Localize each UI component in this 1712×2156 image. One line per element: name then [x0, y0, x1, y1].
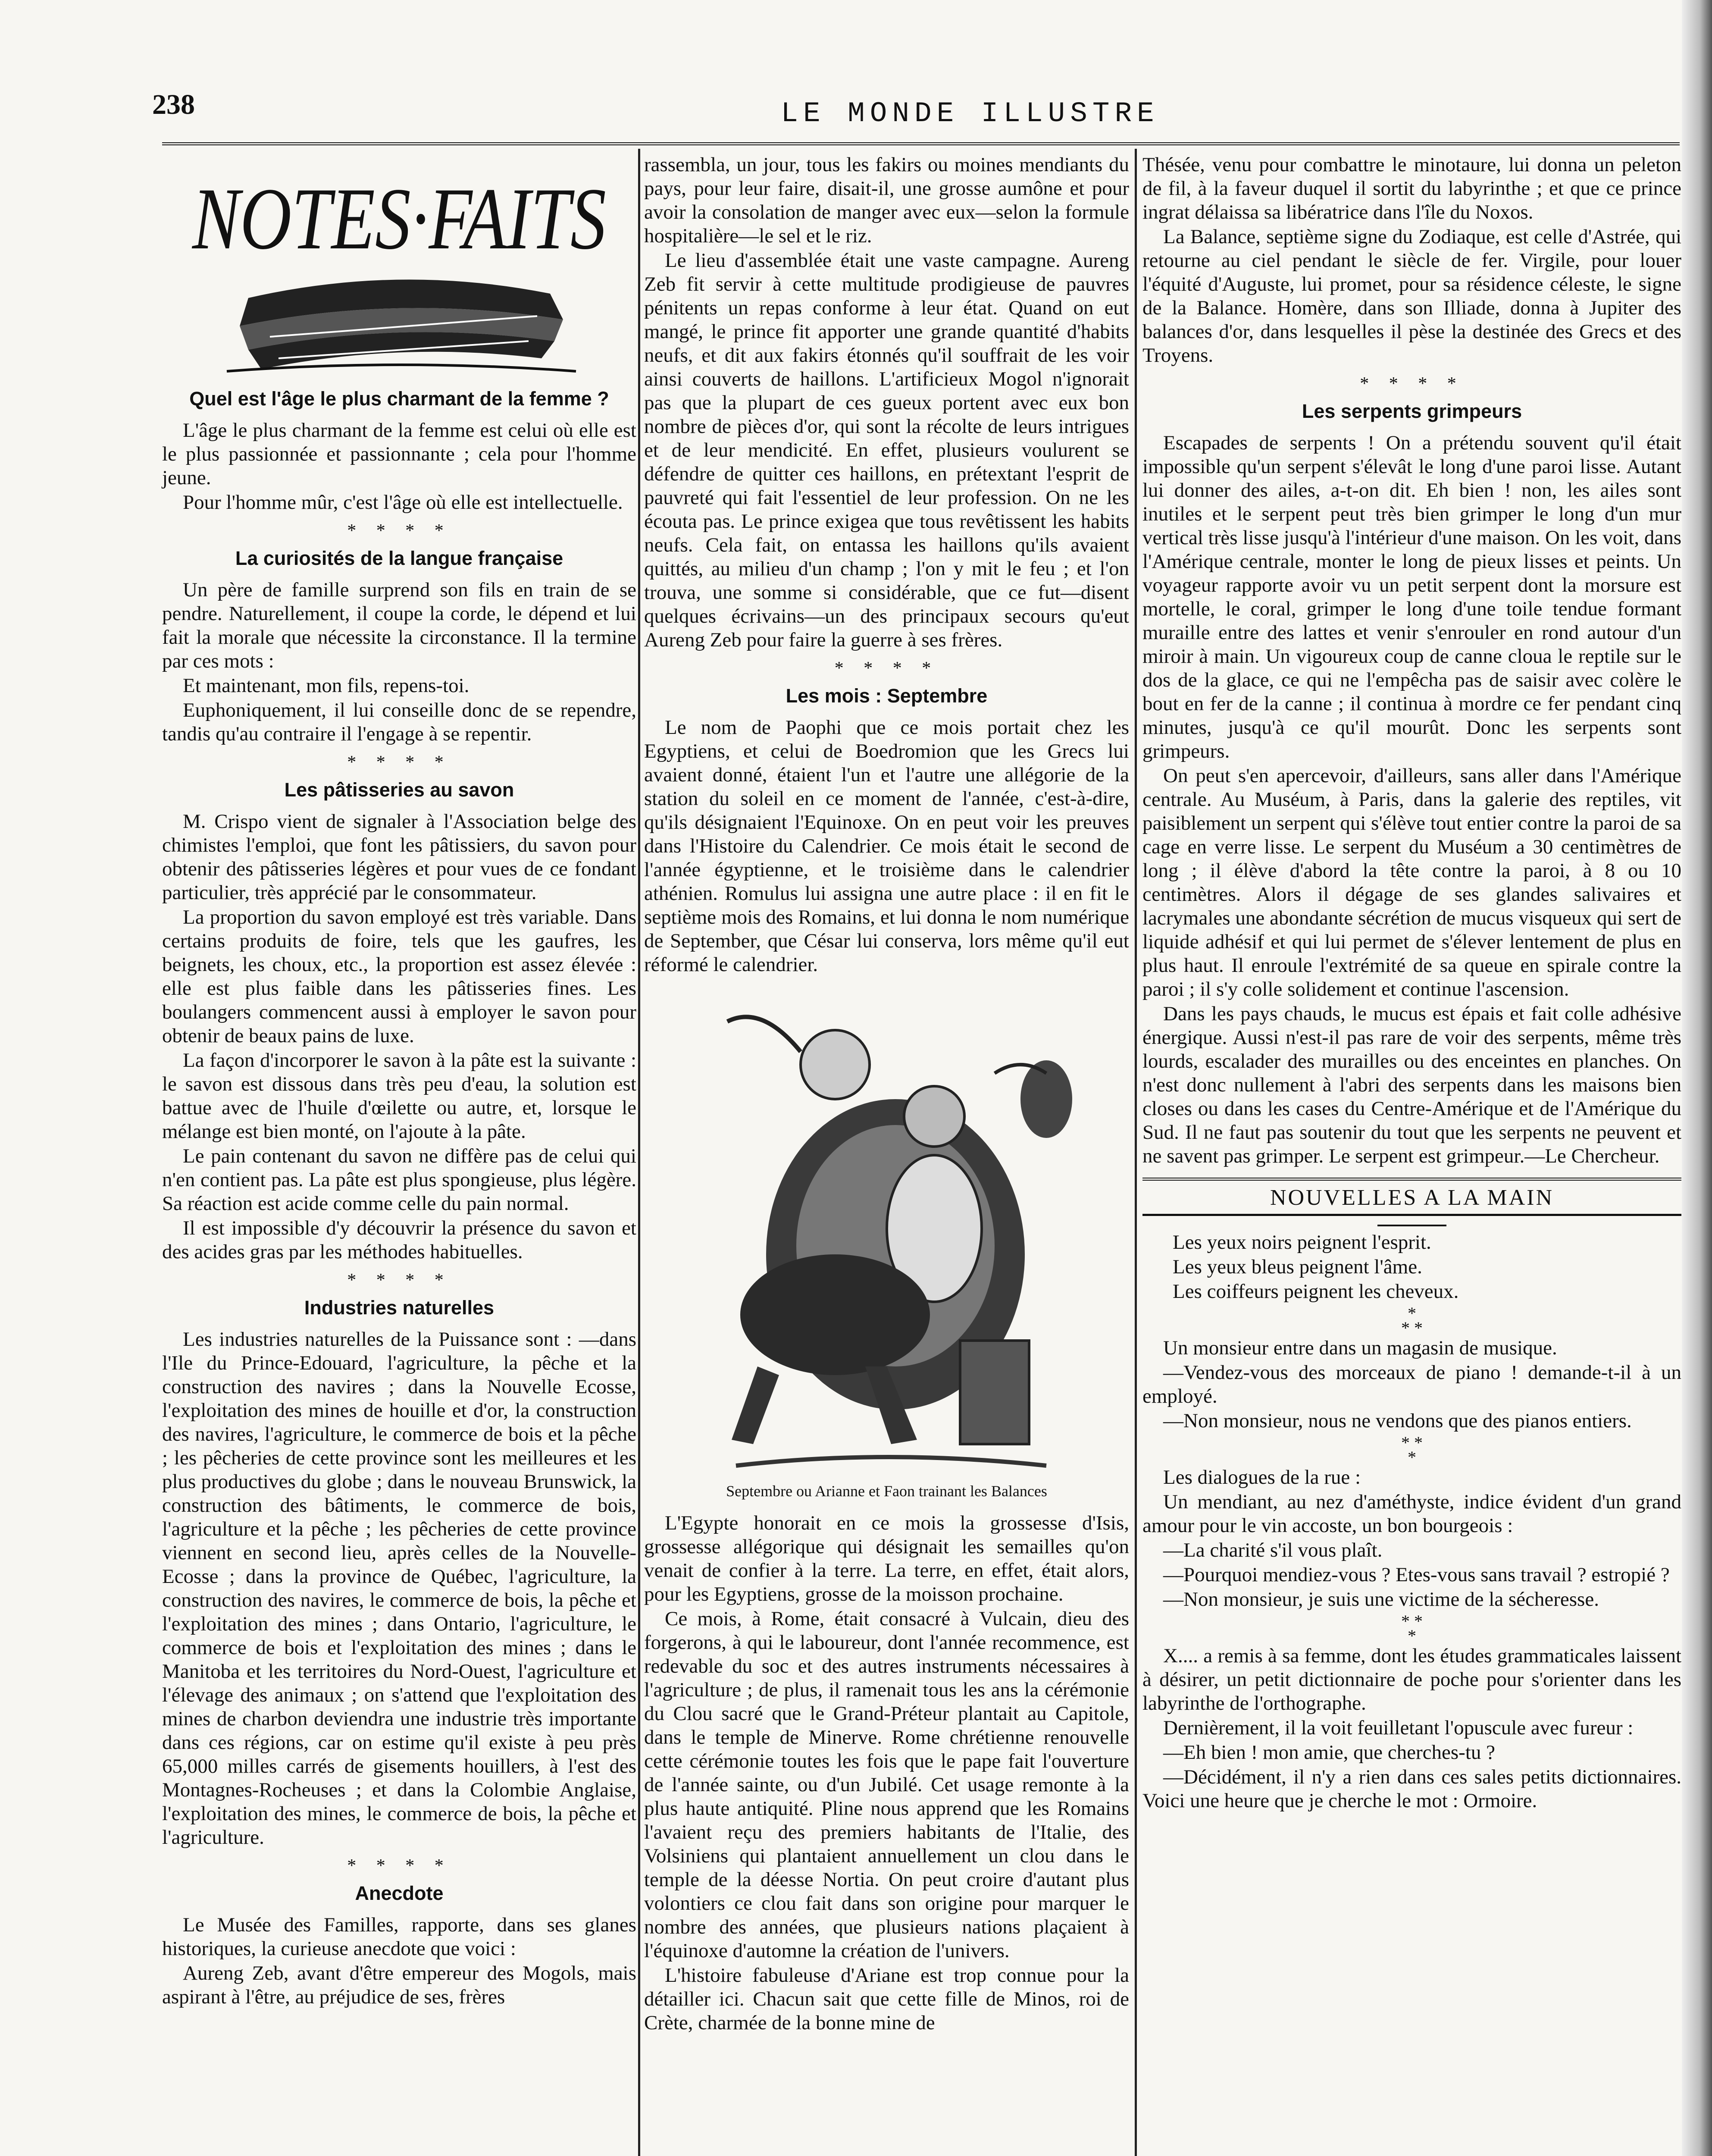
section-separator: * * * * — [834, 658, 939, 678]
paragraph: Le nom de Paophi que ce mois portait chez les Egyptiens, et celui de Boedromion que les Grecs lui avaient donné, étaient l'un et l'autre une allégorie de la station du soleil en ce moment de l'année, c'est-à-dire, qu'ils désignaient l'Equinoxe. On en peut voir les preuves dans l'Histoire du Calendrier. Ce mois était le second de l'année égyptienne, et le troisième dans le calendrier athénien. Romulus lui assigna une autre place : il en fit le septième mois des Romains, et lui donna le nom numérique de September, que César lui conserva, lors même qu'il eut réformé le calendrier. — [644, 716, 1129, 976]
paragraph: Un mendiant, au nez d'améthyste, indice évident d'un grand amour pour le vin accoste, un bon bourgeois : — [1142, 1491, 1681, 1537]
paragraph: X.... a remis à sa femme, dont les études grammaticales laissent à désirer, un petit dictionnaire de poche pour s'orienter dans les labyrinthe de l'orthographe. — [1142, 1645, 1681, 1714]
paragraph: Le Musée des Familles, rapporte, dans ses glanes historiques, la curieuse anecdote que voici : — [162, 1914, 636, 1960]
col1-content — [162, 388, 636, 2009]
paragraph: Dernièrement, il la voit feuilletant l'opuscule avec fureur : — [1163, 1717, 1634, 1739]
page-edge — [1682, 0, 1712, 2156]
paragraph: Les dialogues de la rue : — [1163, 1466, 1361, 1489]
paragraph: Le pain contenant du savon ne diffère pas de celui qui n'en contient pas. La pâte est plus spongieuse, plus légère. Sa réaction est acide comme celle du pain normal. — [162, 1145, 636, 1215]
section-separator: * * * * — [347, 752, 451, 772]
section-heading: Anecdote — [355, 1882, 444, 1904]
section-separator: * * * * — [347, 521, 451, 541]
paragraph: Dans les pays chauds, le mucus est épais et fait colle adhésive énergique. Aussi n'est-il pas rare de voir des serpents, même très lourds, escalader des murailles ou des enceintes en planches. On n'est donc nullement à l'abri des serpents dans les maisons bien closes ou dans les cases du Centre-Amérique et de l'Amérique du Sud. Il ne faut pas soutenir du tout que les serpents ne peuvent et ne savent pas grimper. Le serpent est grimpeur.—Le Chercheur. — [1142, 1003, 1681, 1167]
paragraph: La Balance, septième signe du Zodiaque, est celle d'Astrée, qui retourne au ciel pendant le siècle de fer. Virgile, pour louer l'équité d'Auguste, lui promet, pour sa résidence céleste, le signe de la Balance. Homère, dans son Illiade, donna à Jupiter des balances d'or, dans lesquelles il pèse la destinée des Grecs et des Troyens. — [1142, 226, 1681, 367]
col2-content-top — [644, 153, 1129, 977]
paragraph: Thésée, venu pour combattre le minotaure, lui donna un peleton de fil, à la faveur duquel il sortit du labyrinthe ; et que ce prince ingrat délaissa sa libératrice dans l'île du Noxos. — [1142, 154, 1681, 223]
header-rule — [162, 142, 1680, 145]
section-separator: * * * * — [1360, 374, 1464, 394]
section-heading: Les pâtisseries au savon — [284, 779, 514, 801]
column-divider — [1135, 149, 1137, 2156]
paragraph: Aureng Zeb, avant d'être empereur des Mogols, mais aspirant à l'être, au préjudice de ses, frères — [162, 1962, 636, 2008]
section-heading: Quel est l'âge le plus charmant de la femme ? — [189, 388, 609, 410]
paragraph: Il est impossible d'y découvrir la présence du savon et des acides gras par les méthodes habituelles. — [162, 1217, 636, 1263]
col3-content-bottom — [1142, 1306, 1681, 1813]
column-2 — [644, 153, 1129, 2156]
paragraph: L'Egypte honorait en ce mois la grossesse d'Isis, grossesse allégorique qui désignait les semailles qu'on venait de confier à la terre. La terre, en effet, était alors, pour les Egyptiens, grosse de la moisson prochaine. — [644, 1512, 1129, 1605]
paragraph: —Eh bien ! mon amie, que cherches-tu ? — [1163, 1741, 1495, 1764]
poem-line: Les yeux bleus peignent l'âme. — [1173, 1256, 1422, 1278]
paragraph: —Pourquoi mendiez-vous ? Etes-vous sans travail ? estropié ? — [1163, 1564, 1670, 1586]
paragraph: Escapades de serpents ! On a prétendu souvent qu'il était impossible qu'un serpent s'élevât le long d'une paroi lisse. Autant lui donner des ailes, a-t-on dit. Eh bien ! non, les ailes sont inutiles et le serpent peut très bien grimper le long d'un mur vertical très lisse jusqu'à l'intérieur d'une maison. On les voit, dans l'Amérique centrale, monter le long de pieux lisses et peints. Un voyageur rapporte avoir vu un petit serpent dont la morsure est mortelle, le coral, grimper le long d'une toile tendue formant muraille entre des lattes et venir s'enrouler en rond autour d'un miroir à main. Un vigoureux coup de canne cloua le reptile sur le dos de la glace, ce qui ne l'empêcha pas de saisir avec colère le bout en fer de la canne ; il continua à mordre ce fer pendant cinq minutes, jusqu'à ce qu'il mourût. Donc les serpents sont grimpeurs. — [1142, 432, 1681, 762]
paragraph: On peut s'en apercevoir, d'ailleurs, sans aller dans l'Amérique centrale. Au Muséum, à Paris, dans la galerie des reptiles, vit paisiblement un serpent qui s'élève tout entier contre la paroi de sa cage en verre lisse. Le serpent du Muséum a 30 centimètres de long ; il élève d'abord la tête contre la paroi, à 8 ou 10 centimètres. Alors il dégage de ses glandes salivaires et lacrymales une abondante sécrétion de mucus visqueux qui sert de liquide adhésif et qui lui permet de s'élever lentement de plus en plus haut. Il enroule l'extrémité de sa queue en spirale contre la paroi ; il s'y colle solidement et continue l'ascension. — [1142, 765, 1681, 1000]
paragraph: —La charité s'il vous plaît. — [1163, 1539, 1383, 1561]
poem-line: Les yeux noirs peignent l'esprit. — [1173, 1231, 1431, 1253]
paragraph: Les industries naturelles de la Puissance sont : —dans l'Ile du Prince-Edouard, l'agriculture, la pêche et la construction des navires ; dans la Nouvelle Ecosse, l'exploitation des mines de houille et d'or, la construction des navires, l'agriculture, le commerce de bois et la pêche ; les pêcheries de cette province sont les meilleures et les plus productives du globe ; dans le nouveau Brunswick, la construction des bâtiments, le commerce de bois, l'agriculture et la pêche ; les pêcheries de cette province viennent en second lieu, après celles de la Nouvelle-Ecosse ; dans la province de Québec, l'agriculture, la construction des navires, le commerce de bois, la pêche et l'exploitation des mines ; dans Ontario, l'agriculture, le commerce de bois et l'exploitation des mines ; dans le Manitoba et les territoires du Nord-Ouest, l'agriculture et l'élevage des animaux ; on s'attend que l'exploitation des mines de charbon deviendra une industrie très importante dans ces régions, car on estime qu'il existe à peu près 65,000 milles carrés de gisements houillers, à l'est des Montagnes-Rocheuses ; et dans la Colombie Anglaise, l'exploitation des mines, le commerce de bois, la pêche et l'agriculture. — [162, 1328, 636, 1849]
section-heading: La curiosités de la langue française — [235, 547, 563, 569]
paragraph: Et maintenant, mon fils, repens-toi. — [183, 674, 469, 697]
column-1 — [162, 153, 636, 2156]
illustration-caption: Septembre ou Arianne et Faon trainant les Balances — [726, 1482, 1047, 1500]
col2-content-bottom — [644, 1511, 1129, 2035]
paragraph: —Non monsieur, je suis une victime de la sécheresse. — [1163, 1588, 1599, 1611]
section-separator: * * * * — [347, 1270, 451, 1290]
paragraph: Un père de famille surprend son fils en train de se pendre. Naturellement, il coupe la corde, le dépend et lui fait la morale que nécessite la circonstance. Il la termine par ces mots : — [162, 579, 636, 672]
september-illustration — [693, 987, 1081, 1479]
asterism-separator: * * * — [1401, 1433, 1423, 1467]
paragraph: Ce mois, à Rome, était consacré à Vulcain, dieu des forgerons, à qui le laboureur, dont l'année recommence, est redevable du soc et des autres instruments nécessaires à l'agriculture ; de plus, il ramenait tous les ans la cérémonie du Clou sacré que le Grand-Préteur plantait au Capitole, dans le temple de Minerve. Rome chrétienne renouvelle cette cérémonie toutes les fois que le pape fait l'ouverture de l'année sainte, ou d'un Jubilé. Cet usage remonte à la plus haute antiquité. Pline nous apprend que les Romains l'avaient reçu des premiers habitants de l'Italie, des Volsiniens qui plantaient annuellement un clou dans le temple de la déesse Nortia. On peut croire d'autant plus volontiers ce clou fait dans son origine pour marquer le nombre des années, que plusieurs nations plaçaient à l'équinoxe d'automne la création de l'univers. — [644, 1608, 1129, 1962]
section-heading: Les serpents grimpeurs — [1302, 400, 1522, 422]
section-separator: * * * * — [347, 1856, 451, 1876]
journal-title: LE MONDE ILLUSTRE — [781, 97, 1159, 130]
paragraph: rassembla, un jour, tous les fakirs ou moines mendiants du pays, pour leur faire, disait-il, une grosse aumône et pour avoir la consolation de manger avec eux—selon la formule hospitalière—le sel et le riz. — [644, 154, 1129, 247]
notes-et-faits-logo — [175, 156, 623, 380]
paragraph: —Non monsieur, nous ne vendons que des pianos entiers. — [1163, 1410, 1632, 1432]
short-rule — [1377, 1225, 1446, 1226]
paragraph: L'âge le plus charmant de la femme est celui où elle est le plus passionnée et passionnante ; cela pour l'homme jeune. — [162, 419, 636, 489]
column-divider — [638, 149, 640, 2156]
paragraph: Euphoniquement, il lui conseille donc de se rependre, tandis qu'au contraire il l'engage à se repentir. — [162, 699, 636, 745]
nouvelles-title: NOUVELLES A LA MAIN — [1142, 1178, 1681, 1216]
asterism-separator: * * * — [1401, 1304, 1423, 1338]
paragraph: —Vendez-vous des morceaux de piano ! demande-t-il à un employé. — [1142, 1361, 1681, 1407]
col3-content-top — [1142, 153, 1681, 1168]
poem-line: Les coiffeurs peignent les cheveux. — [1173, 1280, 1459, 1303]
poem — [1142, 1231, 1681, 1304]
paragraph: —Décidément, il n'y a rien dans ces sales petits dictionnaires. Voici une heure que je cherche le mot : Ormoire. — [1142, 1766, 1681, 1812]
asterism-separator: * * * — [1401, 1611, 1423, 1645]
paragraph: L'histoire fabuleuse d'Ariane est trop connue pour la détailler ici. Chacun sait que cette fille de Minos, roi de Crète, charmée de la bonne mine de — [644, 1964, 1129, 2034]
paragraph: M. Crispo vient de signaler à l'Association belge des chimistes l'emploi, que font les pâtissiers, du savon pour obtenir des pâtisseries légères et pour vues de ce fondant particulier, très apprécié par le consommateur. — [162, 810, 636, 904]
paragraph: La proportion du savon employé est très variable. Dans certains produits de foire, tels que les gaufres, les beignets, les choux, etc., la proportion est assez élevée : elle est plus faible dans les pâtisseries fines. Les boulangers commencent aussi à employer le savon pour obtenir de beaux pains de luxe. — [162, 906, 636, 1047]
column-3 — [1142, 153, 1681, 2156]
section-heading: Les mois : Septembre — [786, 685, 988, 707]
paragraph: Le lieu d'assemblée était une vaste campagne. Aureng Zeb fit servir à cette multitude prodigieuse de pauvres pénitents un repas conforme à leur état. Quand on eut mangé, le prince fit apporter une grande quantité d'habits neufs, et dit aux fakirs étonnés qu'il souffrait de les voir ainsi couverts de haillons. L'artificieux Mogol n'ignorait pas que la plupart de ces gueux portent avec eux bon nombre de pièces d'or, qui sont la récolte de leurs intrigues et de leur mendicité. En effet, plusieurs voulurent se défendre de quitter ces haillons, en prétextant l'esprit de pauvreté qui fait l'essentiel de leur profession. On ne les écouta pas. Le prince exigea que tous revêtissent les habits neufs. Cela fait, on entassa les haillons qu'ils avaient quittés, au milieu d'un champ ; l'on y mit le feu ; et l'on trouva, une somme si considérable, que ce fut—disent quelques écrivains—un des principaux secours qu'eut Aureng Zeb pour faire la guerre à ses frères. — [644, 249, 1129, 651]
page-number: 238 — [152, 89, 195, 120]
paragraph: Pour l'homme mûr, c'est l'âge où elle est intellectuelle. — [183, 491, 623, 514]
paragraph: Un monsieur entre dans un magasin de musique. — [1163, 1337, 1557, 1359]
logo-lettering: NOTES·FAITS — [191, 170, 606, 268]
paragraph: La façon d'incorporer le savon à la pâte est la suivante : le savon est dissous dans très peu d'eau, la solution est battue avec de l'huile d'œilette ou autre, et, lorsque le mélange est bien monté, on l'ajoute à la pâte. — [162, 1049, 636, 1143]
section-heading: Industries naturelles — [304, 1297, 495, 1319]
